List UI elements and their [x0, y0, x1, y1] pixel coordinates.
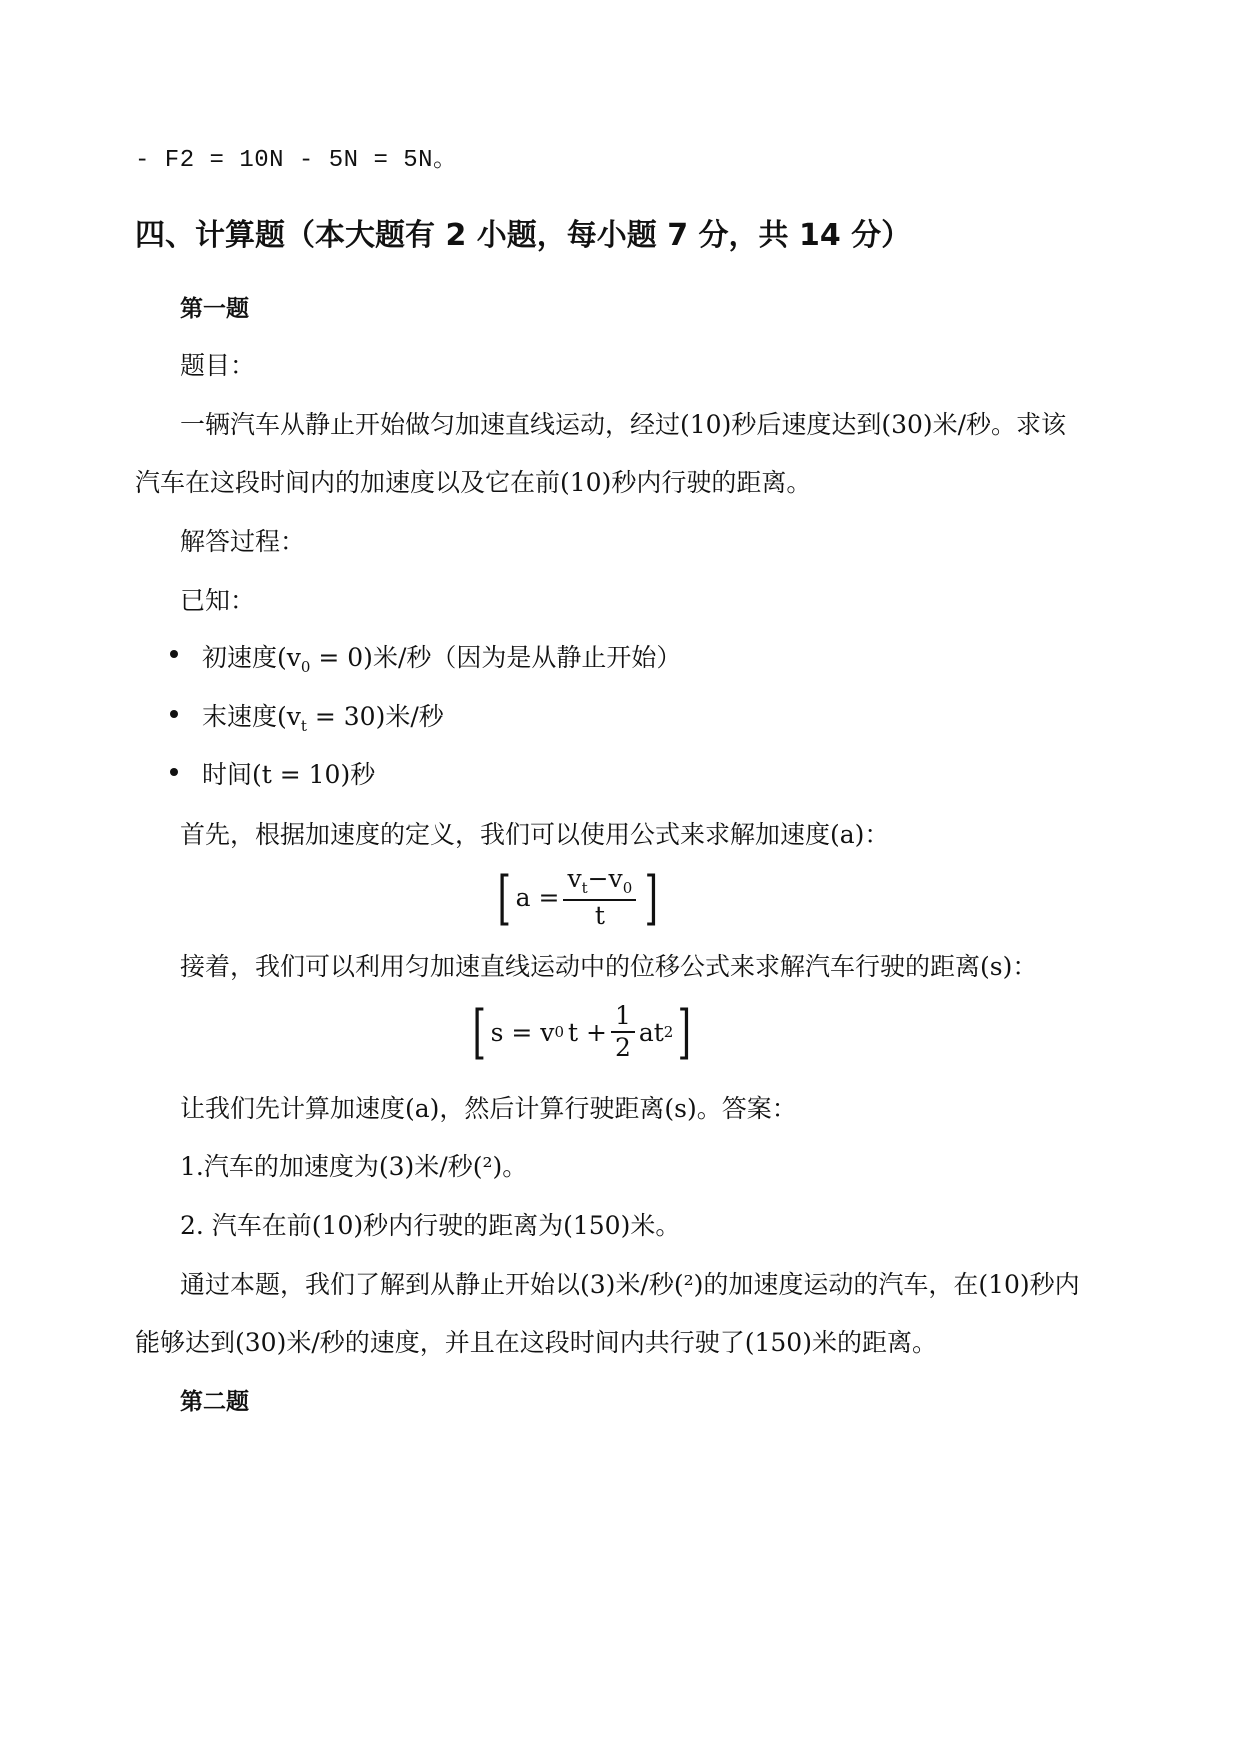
known-item-pre: 末速度(v	[202, 702, 301, 731]
known-item-pre: 时间(t = 10)秒	[202, 760, 376, 789]
q1-solution-label: 解答过程：	[180, 527, 306, 556]
formula-lhs: a =	[515, 883, 560, 912]
known-item-final-velocity	[202, 697, 444, 735]
q1-known-label: 已知：	[180, 586, 256, 615]
num-op: −v	[587, 864, 623, 893]
known-item-sub: t	[300, 717, 307, 735]
q1-summary-line1: 通过本题，我们了解到从静止开始以(3)米/秒(²)的加速度运动的汽车，在(10)秒内	[180, 1270, 1080, 1299]
fraction-numerator: 1	[611, 1003, 635, 1033]
formula-fraction	[563, 866, 636, 929]
fraction-denominator: t	[594, 900, 605, 930]
formula-lhs: s = v	[490, 1017, 555, 1047]
right-bracket: ]	[677, 998, 692, 1067]
q1-step2: 接着，我们可以利用匀加速直线运动中的位移公式来求解汽车行驶的距离(s)：	[180, 952, 1038, 981]
right-bracket: ]	[644, 863, 659, 932]
known-item-pre: 初速度(v	[202, 643, 301, 672]
num-var: v	[567, 864, 582, 893]
known-item-sub: 0	[300, 658, 311, 676]
q1-answer2: 2. 汽车在前(10)秒内行驶的距离为(150)米。	[180, 1211, 681, 1240]
top-equation-line: - F2 = 10N - 5N = 5N。	[135, 147, 458, 174]
formula-tail: at	[638, 1017, 664, 1047]
formula-lhs-sub: 0	[554, 1023, 564, 1042]
known-item-post: = 0)米/秒（因为是从静止开始）	[310, 643, 682, 672]
section-heading: 四、计算题（本大题有 2 小题，每小题 7 分，共 14 分）	[135, 218, 912, 253]
formula-displacement	[468, 998, 696, 1067]
q1-summary-line2: 能够达到(30)米/秒的速度，并且在这段时间内共行驶了(150)米的距离。	[135, 1328, 937, 1357]
bullet-marker	[170, 768, 178, 776]
known-item-post: = 30)米/秒	[306, 702, 444, 731]
fraction-denominator: 2	[614, 1033, 631, 1063]
fraction-numerator	[563, 866, 636, 901]
known-item-initial-velocity	[202, 638, 681, 676]
formula-fraction	[611, 1003, 635, 1062]
q1-prompt-line1: 一辆汽车从静止开始做匀加速直线运动，经过(10)秒后速度达到(30)米/秒。求该	[180, 410, 1067, 439]
left-bracket: [	[497, 863, 512, 932]
bullet-marker	[170, 710, 178, 718]
formula-acceleration	[493, 863, 663, 932]
formula-tail-sup: 2	[663, 1023, 674, 1042]
known-item-time	[202, 755, 375, 791]
formula-lhs-t: t +	[567, 1017, 607, 1047]
q1-step1: 首先，根据加速度的定义，我们可以使用公式来求解加速度(a)：	[180, 820, 890, 849]
bullet-marker	[170, 650, 178, 658]
q1-step3: 让我们先计算加速度(a)，然后计算行驶距离(s)。答案：	[180, 1094, 797, 1123]
q2-title: 第二题	[180, 1389, 249, 1415]
left-bracket: [	[472, 998, 487, 1067]
num-sub: t	[581, 879, 588, 897]
q1-answer1: 1.汽车的加速度为(3)米/秒(²)。	[180, 1152, 528, 1181]
q1-prompt-label: 题目：	[180, 351, 256, 380]
q1-prompt-line2: 汽车在这段时间内的加速度以及它在前(10)秒内行驶的距离。	[135, 468, 812, 497]
q1-title: 第一题	[180, 296, 249, 322]
num-sub: 0	[622, 879, 633, 897]
